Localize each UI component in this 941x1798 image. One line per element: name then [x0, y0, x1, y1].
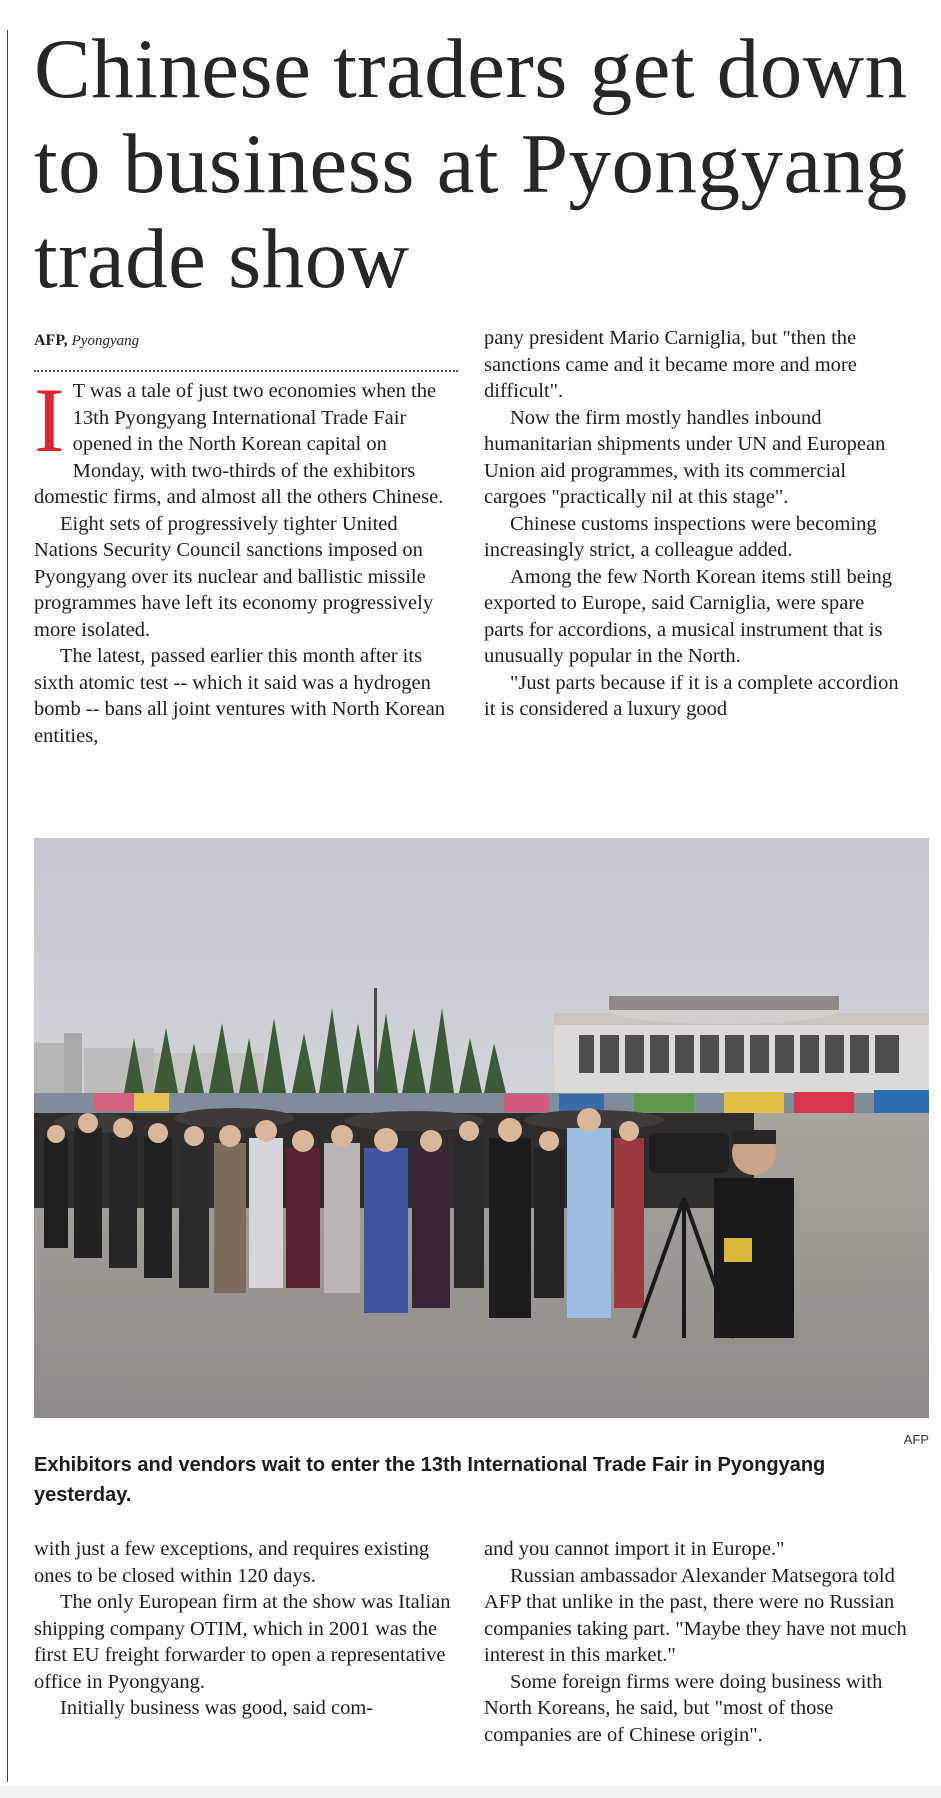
paragraph: "Just parts because if it is a complete accordion it is considered a luxury good	[484, 671, 899, 720]
byline	[34, 332, 139, 350]
paragraph: Russian ambassador Alexander Matsegora told AFP that unlike in the past, there were no Russian companies taking part. "Maybe they have not much interest in this market."	[484, 1564, 907, 1666]
headline: Chinese traders get down to business at Pyongyang trade show	[34, 22, 908, 306]
body-column-1	[34, 369, 458, 749]
byline-place: Pyongyang	[71, 333, 140, 349]
byline-agency: AFP,	[34, 332, 68, 349]
news-photo	[34, 838, 929, 1418]
paragraph: Among the few North Korean items still being exported to Europe, said Carniglia, were spare parts for accordions, a musical instrument that is unusually popular in the North.	[484, 565, 893, 667]
body-column-4	[484, 1536, 909, 1748]
byline-divider	[34, 370, 458, 372]
paragraph: Chinese customs inspections were becoming increasingly strict, a colleague added.	[484, 512, 877, 561]
paragraph: Eight sets of progressively tighter United Nations Security Council sanctions imposed on Pyongyang over its nuclear and ballistic missile programmes have left its economy progressively more isolated.	[34, 512, 434, 641]
paragraph: Now the firm mostly handles inbound humanitarian shipments under UN and European Union aid programmes, with its commercial cargoes "practically nil at this stage".	[484, 406, 886, 508]
drop-cap: I	[34, 369, 65, 471]
paragraph: with just a few exceptions, and requires existing ones to be closed within 120 days.	[34, 1538, 430, 1587]
paragraph-text: T was a tale of just two economies when the 13th Pyongyang International Trade Fair opened in the North Korean capital on Monday, with two-thirds of the exhibitors domestic firms, and almost all the others Chinese.	[34, 380, 444, 508]
paragraph: pany president Mario Carniglia, but "then the sanctions came and it became more and more difficult".	[484, 327, 857, 402]
paragraph: Some foreign firms were doing business with North Koreans, he said, but "most of those companies are of Chinese origin".	[484, 1670, 883, 1746]
paragraph: and you cannot import it in Europe."	[484, 1538, 785, 1560]
body-column-3	[34, 1536, 458, 1722]
paragraph: Initially business was good, said com-	[60, 1697, 374, 1719]
paragraph: The latest, passed earlier this month after its sixth atomic test -- which it said was a hydrogen bomb -- bans all joint ventures with North Korean entities,	[34, 645, 446, 747]
page-left-rule	[7, 30, 8, 1782]
photo-caption: Exhibitors and vendors wait to enter the 13th International Trade Fair in Pyongyang yesterday.	[34, 1454, 826, 1506]
photo-credit: AFP	[903, 1432, 929, 1447]
body-column-2	[484, 325, 909, 723]
paragraph	[34, 369, 458, 511]
paragraph: The only European firm at the show was Italian shipping company OTIM, which in 2001 was the first EU freight forwarder to open a representative office in Pyongyang.	[34, 1591, 451, 1693]
page-bottom-band	[0, 1786, 941, 1798]
